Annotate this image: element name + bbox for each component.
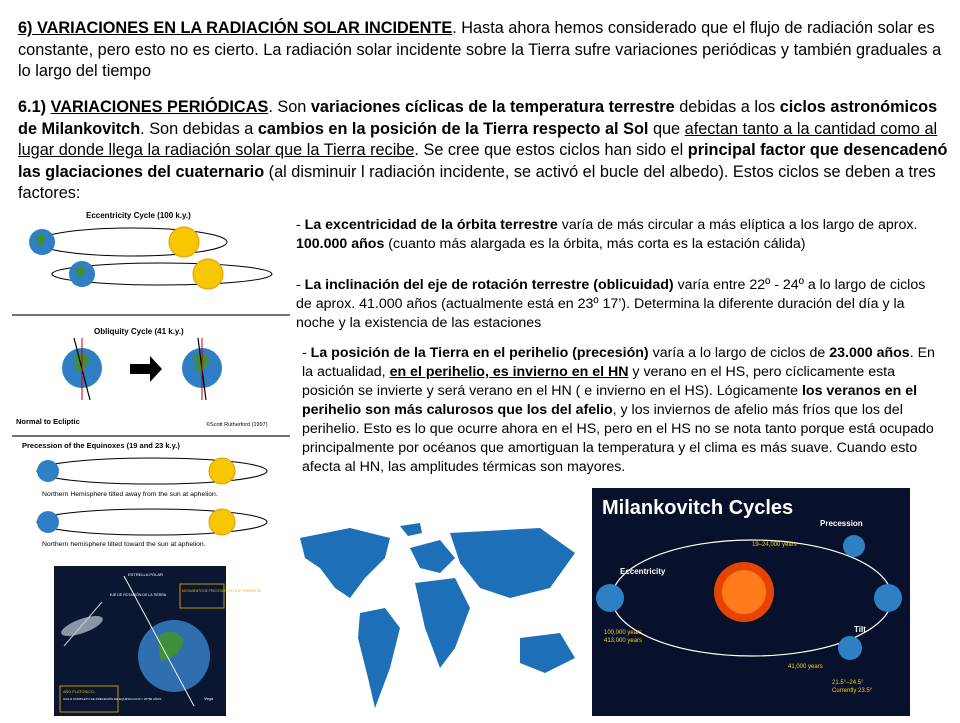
text-run: . Se cree que estos ciclos han sido el [414, 141, 688, 159]
precession-years-label: 19–24,000 years [752, 542, 797, 548]
eccentricity-label: Eccentricity [620, 567, 666, 576]
plato-title: AÑO PLATÓNICO: [63, 690, 95, 694]
bold-run: La posición de la Tierra en el perihelio (precesión) [310, 345, 649, 361]
bold-run: La inclinación del eje de rotación terrestre (oblicuidad) [304, 277, 674, 293]
bold-run: 23.000 años [829, 345, 910, 361]
milankovitch-diagram [592, 488, 910, 716]
bold-run: principal factor que desencadenó las glaciaciones del cuaternario [18, 141, 948, 181]
section-6-heading: 6) VARIACIONES EN LA RADIACIÓN SOLAR INCIDENTE [18, 19, 453, 37]
text-run: varía de más circular a más elíptica a los largo de aprox. [557, 217, 918, 233]
europe-shape [410, 540, 455, 573]
sun-icon [193, 259, 223, 289]
eccentricity-years-2: 413,000 years [604, 638, 643, 644]
cycles-figure [12, 206, 290, 550]
asia-shape [450, 528, 575, 598]
arrow-right-icon [150, 356, 162, 382]
plato-text: CICLO COMPLETO DE PRECESIÓN DE EQUINOCCIOS = 25760 AÑOS [63, 697, 162, 701]
text-run: debidas a los [674, 98, 780, 116]
spinning-top-icon [59, 612, 105, 640]
earth-globe-icon [843, 535, 865, 557]
earth-globe-icon [138, 620, 210, 692]
earth-globe-icon [874, 584, 902, 612]
australia-shape [520, 633, 575, 673]
section-6-text: . Hasta ahora hemos considerado que el flujo de radiación solar es constante, pero esto no es cierto. La radiación solar incidente sobre la Tierra sufre variaciones periódicas y también graduales a lo largo del tiempo [18, 19, 942, 80]
cycles-diagram [12, 206, 290, 550]
tilt-label: Tilt [854, 625, 866, 634]
factor-eccentricity [296, 216, 944, 254]
tilt-current-label: Currently 23.5° [832, 688, 873, 694]
text-run: , y los inviernos de afelio más fríos que los del perihelio. Esto es lo que ocurre ahora en el HS, pero en el HS no se nota tanto porque está ocupado principalmente por océanos que amortiguan la temperatura y el clima es más suave. Cuando esto afecta al HN, las amplitudes térmicas son mayores. [302, 402, 934, 475]
bold-run: ciclos astronómicos de Milankovitch [18, 98, 938, 138]
axis-label: EJE DE ROTACIÓN DE LA TIERRA [110, 593, 167, 597]
world-map-figure [290, 518, 586, 718]
south-america-shape [358, 608, 400, 708]
sun-icon [209, 509, 235, 535]
earth-globe-icon [37, 460, 59, 482]
underlined-run: afectan tanto a la cantidad como al lugar donde llega la radiación solar que la Tierra recibe [18, 119, 938, 159]
factor-precession [302, 344, 944, 477]
eccentricity-title: Eccentricity Cycle (100 k.y.) [86, 211, 191, 220]
text-run: que [648, 119, 685, 138]
greenland-shape [400, 523, 422, 536]
bold-underlined-run: en el perihelio, es invierno en el HN [389, 364, 629, 380]
milankovitch-title: Milankovitch Cycles [602, 497, 794, 519]
precession-title: Precession of the Equinoxes (19 and 23 k.y.) [22, 441, 180, 450]
tilt-range-label: 21.5°–24.5° [832, 680, 864, 686]
text-run: . En la actualidad, [302, 345, 935, 380]
normal-to-ecliptic-label: Normal to Ecliptic [16, 417, 80, 426]
text-run: . Son debidas a [140, 119, 258, 138]
precession-diagram [54, 566, 262, 716]
earth-globe-icon [596, 584, 624, 612]
world-map [290, 518, 586, 718]
text-run: . Son [268, 98, 311, 116]
obliquity-title: Obliquity Cycle (41 k.y.) [94, 327, 184, 336]
eccentricity-years-1: 100,000 years [604, 630, 643, 636]
bold-run: 100.000 años [296, 236, 385, 252]
bold-run: La excentricidad de la órbita terrestre [304, 217, 558, 233]
arrow-body [130, 364, 150, 374]
section-6-1-paragraph [18, 97, 948, 205]
sun-icon [209, 458, 235, 484]
section-6-paragraph [18, 18, 948, 83]
text-run: y verano en el HS, pero cíclicamente esta posición se invierte y será verano en el HN ( e invierno en el HS). Lógicamente [302, 364, 896, 399]
credit-label: ©Scott Rutherford (1997) [206, 422, 268, 428]
sun-icon [169, 227, 199, 257]
factor-obliquity [296, 276, 944, 333]
north-away-label: Northern Hemisphere tilted away from the sun at aphelion. [42, 491, 218, 498]
text-run: (cuanto más alargada es la órbita, más corta es la estación cálida) [384, 236, 806, 252]
milankovitch-figure [592, 488, 910, 716]
precession-label: Precession [820, 519, 863, 528]
earth-globe-icon [37, 511, 59, 533]
north-toward-label: Northern hemisphere tilted toward the sun at aphelion. [42, 541, 206, 548]
text-run: varía entre 22º - 24º a lo largo de ciclos de aprox. 41.000 años (actualmente está en 23º 17’). Determina la diferente duración del día y la noche y la existencia de las estaciones [296, 277, 926, 331]
polar-star-label: ESTRELLA POLAR [128, 572, 163, 577]
bold-run: cambios en la posición de la Tierra respecto al Sol [257, 119, 649, 138]
tilt-years-label: 41,000 years [788, 664, 823, 670]
earth-globe-icon [838, 636, 862, 660]
bold-run: los veranos en el perihelio son más calurosos que los del afelio [302, 383, 918, 418]
africa-shape [415, 578, 470, 668]
bold-run: variaciones cíclicas de la temperatura terrestre [310, 98, 675, 116]
bullet-dash: - [296, 277, 305, 293]
movement-box [180, 584, 224, 608]
text-run: varía a lo largo de ciclos de [648, 345, 830, 361]
precession-figure [54, 566, 262, 716]
section-6-1-number: 6.1) [18, 98, 51, 116]
text-run: (al disminuir l radiación incidente, se activó el bucle del albedo). Estos ciclos se deben a tres factores: [18, 162, 936, 202]
north-america-shape [300, 528, 390, 598]
vega-label: Vega [204, 696, 214, 701]
sun-core [722, 570, 766, 614]
movement-label: MOVIMIENTO DE PRECESIÓN DEL EJE TERRESTRE [182, 589, 262, 593]
bullet-dash: - [296, 217, 305, 233]
section-6-1-heading: VARIACIONES PERIÓDICAS [50, 98, 269, 116]
bullet-dash: - [302, 345, 311, 361]
